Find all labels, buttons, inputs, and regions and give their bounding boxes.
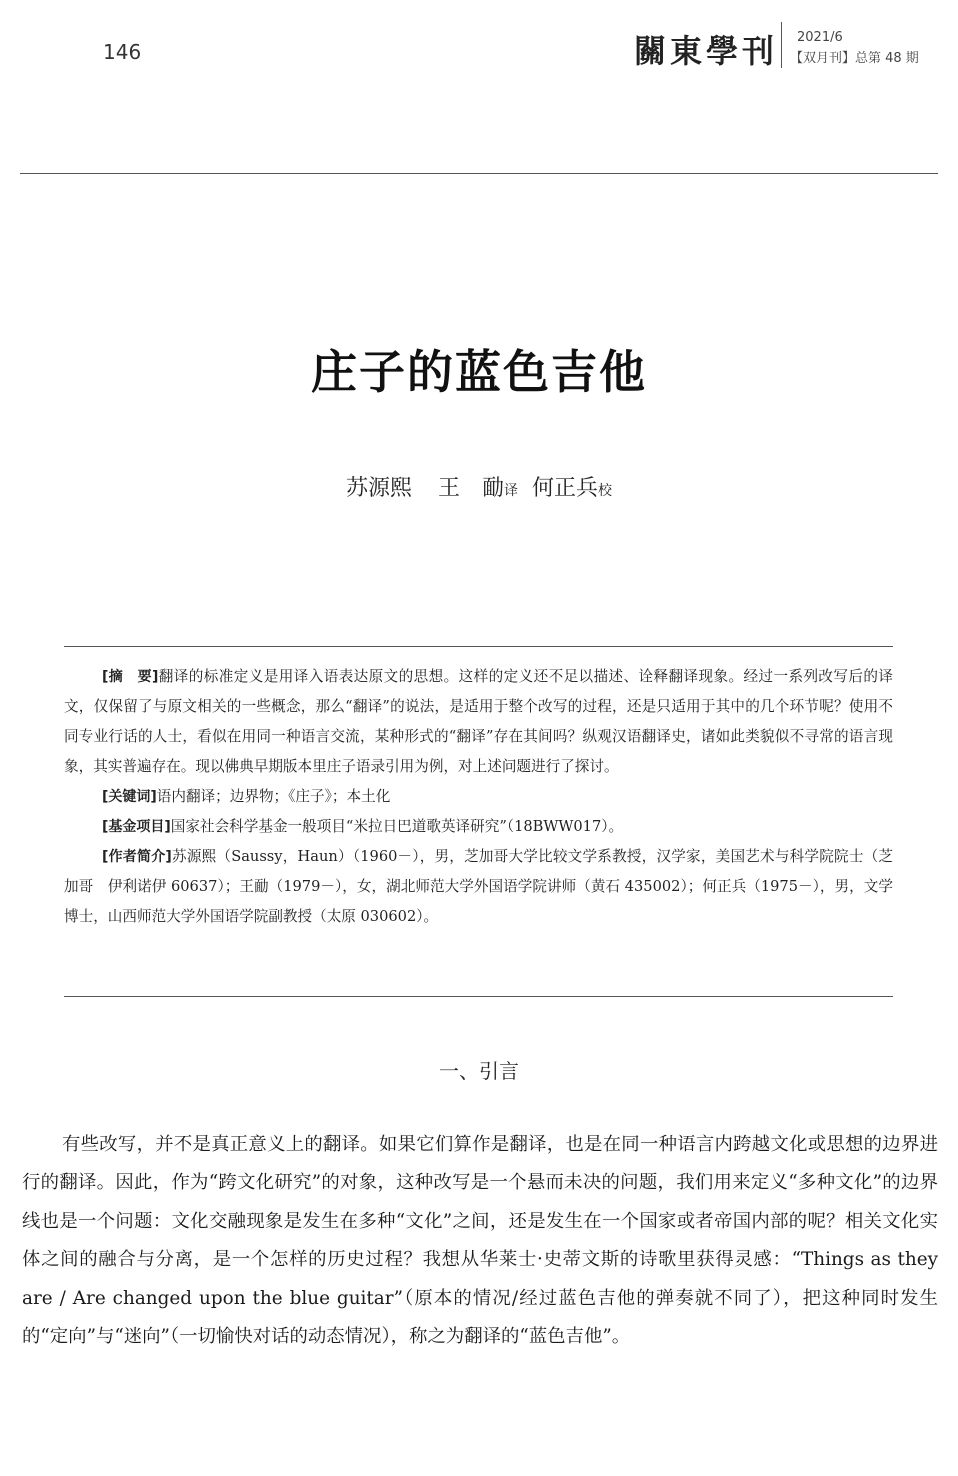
abstract-top-rule	[64, 646, 893, 647]
masthead-divider	[781, 22, 782, 68]
article-title: 庄子的蓝色吉他	[311, 345, 647, 399]
body-text	[22, 1126, 938, 1356]
abstract-paragraph	[64, 662, 893, 782]
section-heading: 一、引言	[439, 1059, 519, 1083]
body-paragraph: 有些改写，并不是真正意义上的翻译。如果它们算作是翻译，也是在同一种语言内跨越文化或思想的边界进行的翻译。因此，作为“跨文化研究”的对象，这种改写是一个悬而未决的问题，我们用来定义“多种文化”的边界线也是一个问题：文化交融现象是发生在多种“文化”之间，还是发生在一个国家或者帝国内部的呢？相关文化实体之间的融合与分离，是一个怎样的历史过程？我想从华莱士·史蒂文斯的诗歌里获得灵感：“Things as they are / Are changed upon the blue guitar”（原本的情况/经过蓝色吉他的弹奏就不同了），把这种同时发生的“定向”与“迷向”（一切愉快对话的动态情况），称之为翻译的“蓝色吉他”。	[22, 1134, 938, 1348]
keywords-label: [关键词]	[102, 789, 157, 805]
journal-masthead: 關東學刊	[634, 32, 779, 70]
fund-label: [基金项目]	[102, 819, 171, 835]
abstract-label: [摘 要]	[102, 669, 159, 685]
issue-info: 【双月刊】总第 48 期	[790, 51, 919, 66]
keywords-text: 语内翻译；边界物；《庄子》；本土化	[156, 788, 391, 805]
author-name: 苏源熙	[345, 476, 412, 501]
translator-name: 王 勔	[437, 476, 504, 501]
keywords-paragraph	[64, 782, 893, 812]
page-number: 146	[103, 40, 142, 64]
issue-date: 2021/6	[797, 30, 843, 45]
proofreader-role: 校	[598, 483, 613, 499]
translator-role: 译	[504, 483, 518, 499]
fund-text: 国家社会科学基金一般项目“米拉日巴道歌英译研究”（18BWW017）。	[170, 818, 624, 835]
proofreader-name: 何正兵	[532, 476, 599, 501]
fund-paragraph	[64, 812, 893, 842]
abstract-text: 翻译的标准定义是用译入语表达原文的思想。这样的定义还不足以描述、诠释翻译现象。经过一系列改写后的译文，仅保留了与原文相关的一些概念，那么“翻译”的说法，是适用于整个改写的过程，还是只适用于其中的几个环节呢？使用不同专业行话的人士，看似在用同一种语言交流，某种形式的“翻译”存在其间吗？纵观汉语翻译史，诸如此类貌似不寻常的语言现象，其实普遍存在。现以佛典早期版本里庄子语录引用为例，对上述问题进行了探讨。	[64, 668, 893, 775]
byline	[0, 471, 958, 502]
author-bio-paragraph	[64, 842, 893, 932]
header-rule	[20, 173, 938, 174]
abstract-bottom-rule	[64, 996, 893, 997]
abstract-block	[64, 662, 893, 932]
author-bio-label: [作者简介]	[102, 849, 172, 865]
author-bio-text: 苏源熙（Saussy，Haun）（1960－），男，芝加哥大学比较文学系教授，汉学家，美国艺术与科学院院士（芝加哥 伊利诺伊 60637）；王勔（1979－），女，湖北师范大学外国语学院讲师（黄石 435002）；何正兵（1975－），男，文学博士，山西师范大学外国语学院副教授（太原 030602）。	[64, 848, 894, 925]
